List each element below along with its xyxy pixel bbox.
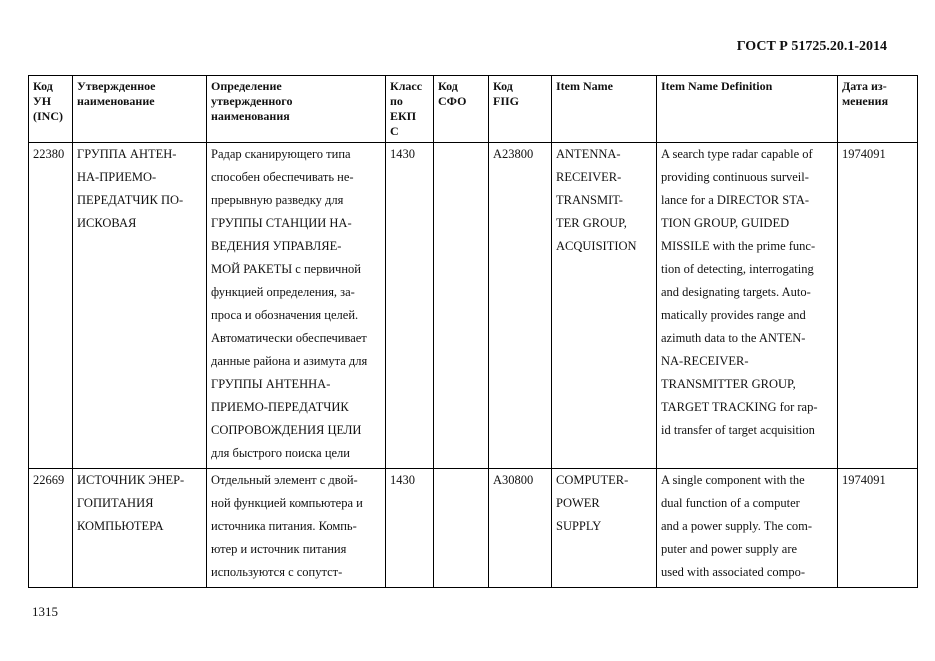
cell-item-name [552,143,657,469]
page-number: 1315 [32,604,58,619]
header-line: С [390,124,399,138]
nomenclature-table [28,75,918,588]
cell-line: ютер и источник питания [211,542,347,556]
cell-line: МОЙ РАКЕТЫ с первичной [211,262,361,276]
cell-change-date: 1974091 [838,143,918,469]
table-row [29,469,918,588]
cell-line: TION GROUP, GUIDED [661,216,790,230]
cell-line: ИСКОВАЯ [77,216,137,230]
cell-line: используются с сопутст- [211,565,343,579]
cell-line: ПЕРЕДАТЧИК ПО- [77,193,184,207]
header-line: FIIG [493,94,520,108]
cell-line: RECEIVER- [556,170,622,184]
cell-line: TRANSMIT- [556,193,623,207]
cell-fiig-code: A30800 [489,469,552,588]
header-definition [207,76,386,143]
cell-sfo-code [434,143,489,469]
cell-line: КОМПЬЮТЕРА [77,519,164,533]
cell-approved-name [73,469,207,588]
cell-line: Радар сканирующего типа [211,147,351,161]
cell-line: ИСТОЧНИК ЭНЕР- [77,473,185,487]
header-item-definition [657,76,838,143]
cell-line: NA-RECEIVER- [661,354,749,368]
cell-line: НА-ПРИЕМО- [77,170,157,184]
cell-line: TARGET TRACKING for rap- [661,400,818,414]
table-header-row [29,76,918,143]
cell-line: ВЕДЕНИЯ УПРАВЛЯЕ- [211,239,342,253]
cell-fiig-code: A23800 [489,143,552,469]
cell-line: ГРУППА АНТЕН- [77,147,177,161]
header-line: наименование [77,94,155,108]
cell-line: tion of detecting, interrogating [661,262,814,276]
header-fiig-code [489,76,552,143]
cell-line: ПРИЕМО-ПЕРЕДАТЧИК [211,400,349,414]
cell-line: puter and power supply are [661,542,798,556]
cell-line: ной функцией компьютера и [211,496,363,510]
header-sfo-code [434,76,489,143]
cell-item-name [552,469,657,588]
cell-line: SUPPLY [556,519,602,533]
header-item-name [552,76,657,143]
header-line: Определение [211,79,282,93]
cell-inc-code: 22669 [29,469,73,588]
cell-line: ANTENNA- [556,147,621,161]
cell-line: azimuth data to the ANTEN- [661,331,806,345]
cell-inc-code: 22380 [29,143,73,469]
header-approved-name [73,76,207,143]
cell-line: POWER [556,496,600,510]
cell-class: 1430 [386,469,434,588]
cell-line: Автоматически обеспечивает [211,331,367,345]
cell-line: прерывную разведку для [211,193,344,207]
cell-item-definition [657,469,838,588]
cell-line: ACQUISITION [556,239,637,253]
header-line: Item Name [556,79,613,93]
cell-line: ГРУППЫ АНТЕННА- [211,377,331,391]
cell-sfo-code [434,469,489,588]
header-line: СФО [438,94,467,108]
header-line: Код [438,79,458,93]
cell-line: TER GROUP, [556,216,627,230]
header-line: Item Name Definition [661,79,773,93]
header-class [386,76,434,143]
header-line: менения [842,94,889,108]
cell-line: matically provides range and [661,308,806,322]
header-line: Утвержденное [77,79,156,93]
cell-line: данные района и азимута для [211,354,368,368]
cell-definition [207,469,386,588]
cell-line: источника питания. Компь- [211,519,357,533]
cell-line: Отдельный элемент с двой- [211,473,358,487]
header-change-date [838,76,918,143]
cell-definition [207,143,386,469]
cell-line: СОПРОВОЖДЕНИЯ ЦЕЛИ [211,423,362,437]
header-line: Дата из- [842,79,887,93]
header-line: ЕКП [390,109,417,123]
header-line: (INC) [33,109,63,123]
cell-line: and a power supply. The com- [661,519,813,533]
cell-line: для быстрого поиска цели [211,446,350,460]
header-line: УН [33,94,52,108]
cell-line: ГОПИТАНИЯ [77,496,154,510]
header-inc-code [29,76,73,143]
cell-line: A search type radar capable of [661,147,813,161]
header-line: по [390,94,403,108]
cell-line: MISSILE with the prime func- [661,239,816,253]
cell-line: ГРУППЫ СТАНЦИИ НА- [211,216,352,230]
cell-line: проса и обозначения целей. [211,308,359,322]
cell-change-date: 1974091 [838,469,918,588]
header-line: утвержденного [211,94,293,108]
header-line: Код [493,79,513,93]
cell-line: функцией определения, за- [211,285,355,299]
cell-line: TRANSMITTER GROUP, [661,377,796,391]
cell-line: способен обеспечивать не- [211,170,354,184]
cell-class: 1430 [386,143,434,469]
cell-line: dual function of a computer [661,496,800,510]
cell-item-definition [657,143,838,469]
cell-line: lance for a DIRECTOR STA- [661,193,810,207]
cell-approved-name [73,143,207,469]
header-line: наименования [211,109,290,123]
cell-line: A single component with the [661,473,805,487]
header-line: Класс [390,79,423,93]
cell-line: providing continuous surveil- [661,170,809,184]
cell-line: id transfer of target acquisition [661,423,815,437]
document-title: ГОСТ Р 51725.20.1-2014 [736,39,887,54]
cell-line: used with associated compo- [661,565,806,579]
table-row [29,143,918,469]
header-line: Код [33,79,53,93]
cell-line: and designating targets. Auto- [661,285,811,299]
cell-line: COMPUTER- [556,473,629,487]
